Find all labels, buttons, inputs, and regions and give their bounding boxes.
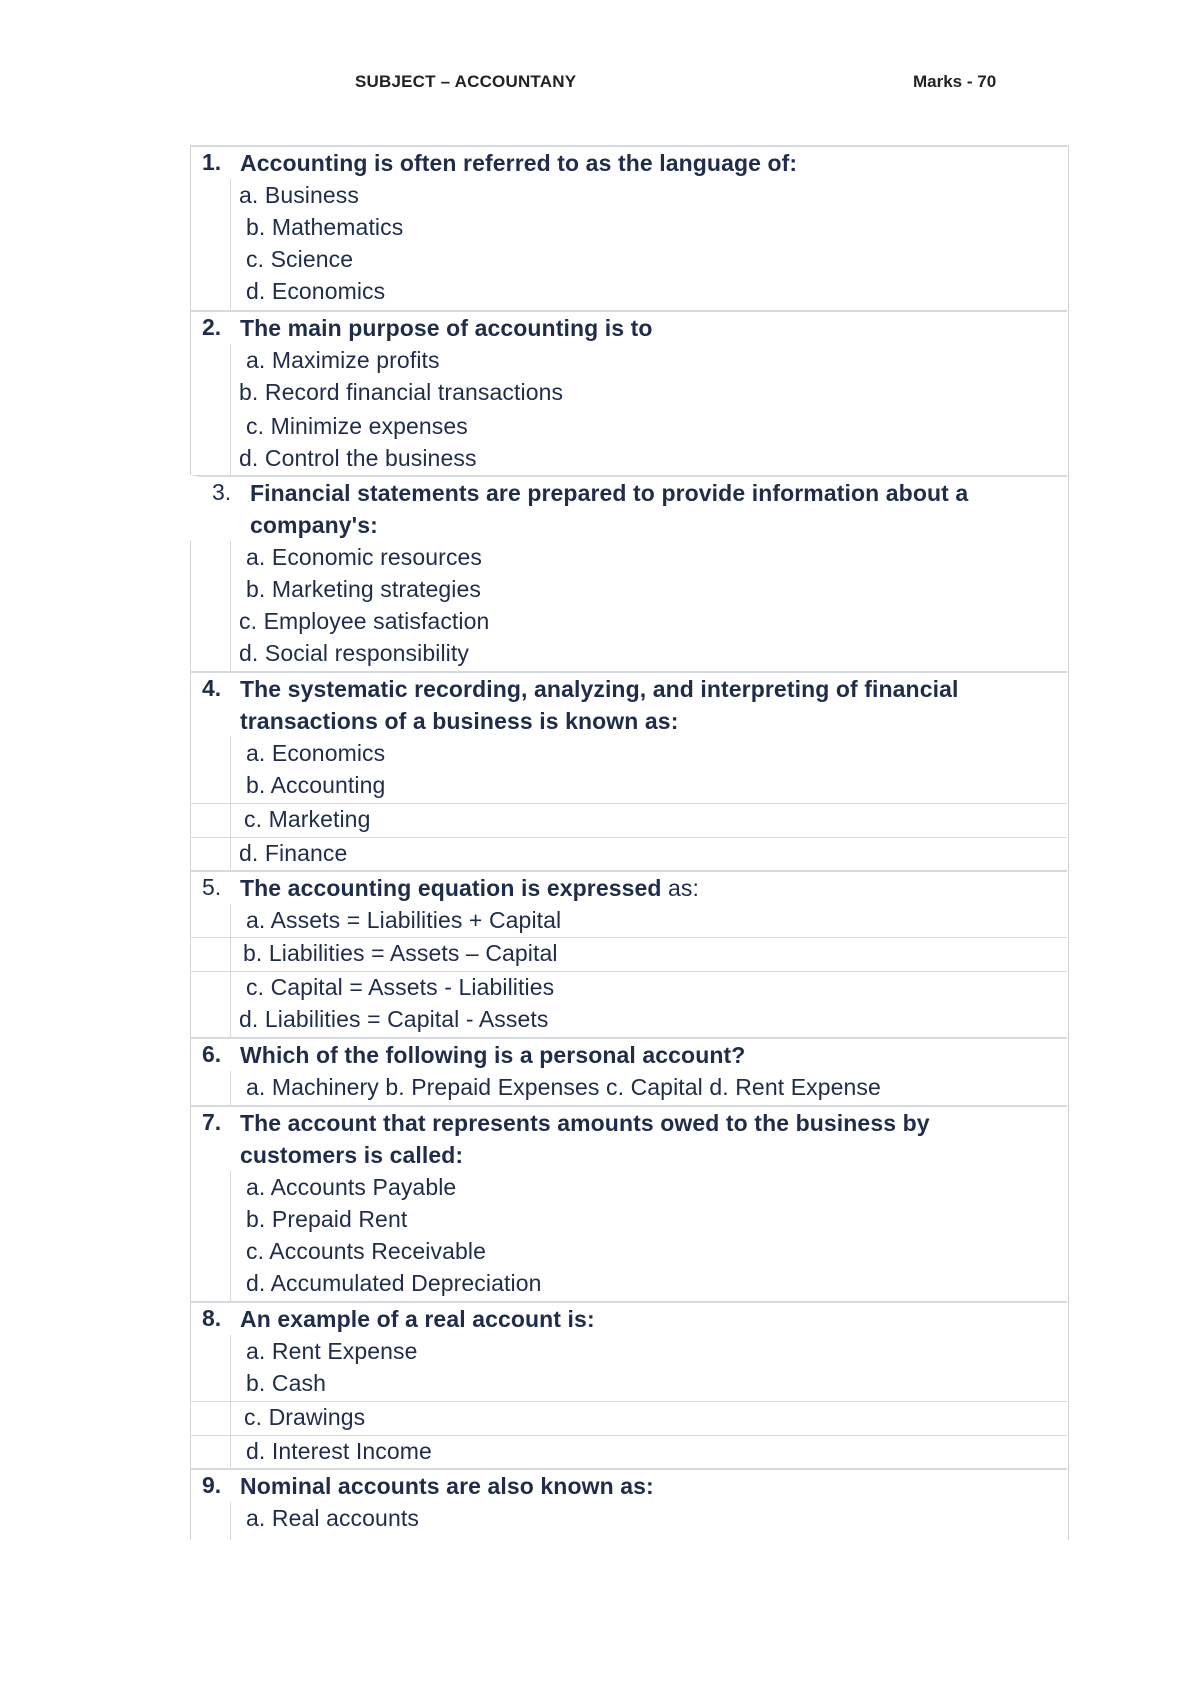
option: a. Maximize profits	[246, 347, 440, 373]
question-text: Nominal accounts are also known as:	[240, 1473, 654, 1499]
option: d. Economics	[246, 278, 386, 304]
question-number: 9.	[202, 1472, 222, 1498]
option: b. Accounting	[246, 772, 386, 798]
options-group	[230, 1071, 1067, 1105]
option: c. Marketing	[244, 806, 371, 832]
options-group	[230, 541, 1067, 671]
option: c. Minimize expenses	[246, 413, 468, 439]
question-row	[190, 1105, 1067, 1171]
question-row	[190, 671, 1067, 737]
options-group	[230, 803, 1067, 837]
options-group	[230, 937, 1067, 971]
options-group	[230, 1401, 1067, 1435]
option: a. Rent Expense	[246, 1338, 418, 1364]
question-row	[190, 1037, 1067, 1071]
question-text: Which of the following is a personal account?	[240, 1042, 746, 1068]
options-group	[230, 837, 1067, 870]
question-row	[190, 145, 1067, 179]
option: b. Record financial transactions	[239, 379, 564, 405]
option: c. Employee satisfaction	[239, 608, 490, 634]
options-group	[230, 1171, 1067, 1301]
question-text: The main purpose of accounting is to	[240, 315, 653, 341]
option: b. Marketing strategies	[246, 576, 481, 602]
option: d. Interest Income	[246, 1438, 432, 1464]
option: d. Control the business	[239, 445, 477, 471]
total-marks: Marks - 70	[913, 72, 997, 91]
option: b. Prepaid Rent	[246, 1206, 408, 1232]
option: a. Economic resources	[246, 544, 483, 570]
option: b. Liabilities = Assets – Capital	[243, 940, 558, 966]
option: a. Assets = Liabilities + Capital	[246, 907, 562, 933]
option: a. Accounts Payable	[246, 1174, 457, 1200]
question-row	[190, 310, 1067, 344]
options-group	[230, 344, 1067, 475]
question-text: Accounting is often referred to as the language of:	[240, 150, 798, 176]
question-number: 7.	[202, 1109, 222, 1135]
option: a. Machinery b. Prepaid Expenses c. Capital d. Rent Expense	[246, 1074, 881, 1100]
question-text-tail: as:	[668, 875, 700, 901]
page-header	[0, 72, 1200, 102]
options-group	[230, 1435, 1067, 1468]
question-number: 8.	[202, 1305, 222, 1331]
subject-title: SUBJECT – ACCOUNTANY	[355, 72, 577, 91]
option: b. Mathematics	[246, 214, 404, 240]
options-group	[230, 904, 1067, 937]
option: c. Drawings	[244, 1404, 366, 1430]
question-text: Financial statements are prepared to provide information about a company's:	[250, 480, 969, 538]
question-row	[190, 1301, 1067, 1335]
question-row	[190, 475, 1067, 541]
option: d. Accumulated Depreciation	[246, 1270, 542, 1296]
question-text: The account that represents amounts owed to the business by customers is called:	[240, 1110, 930, 1168]
options-group	[230, 737, 1067, 803]
question-number: 4.	[202, 675, 222, 701]
option: c. Accounts Receivable	[246, 1238, 486, 1264]
option: a. Real accounts	[246, 1505, 419, 1531]
option: a. Business	[239, 182, 359, 208]
question-text-bold: The accounting equation is expressed	[240, 875, 662, 901]
options-group	[230, 179, 1067, 310]
option: c. Capital = Assets - Liabilities	[246, 974, 555, 1000]
option: d. Liabilities = Capital - Assets	[239, 1006, 549, 1032]
options-group	[230, 971, 1067, 1037]
option: d. Finance	[239, 840, 348, 866]
question-text: The systematic recording, analyzing, and interpreting of financial transactions of a business is known as:	[240, 676, 959, 734]
options-group	[230, 1502, 1067, 1540]
options-group	[230, 1335, 1067, 1401]
question-row	[190, 870, 1067, 904]
question-number: 6.	[202, 1041, 222, 1067]
question-number: 1.	[202, 149, 222, 175]
question-text	[240, 872, 1020, 904]
question-text: An example of a real account is:	[240, 1306, 595, 1332]
option: b. Cash	[246, 1370, 326, 1396]
question-number: 2.	[202, 314, 222, 340]
option: c. Science	[246, 246, 354, 272]
question-number: 5.	[202, 874, 222, 900]
option: d. Social responsibility	[239, 640, 469, 666]
option: a. Economics	[246, 740, 386, 766]
question-row	[190, 1468, 1067, 1502]
question-number: 3.	[212, 479, 232, 505]
